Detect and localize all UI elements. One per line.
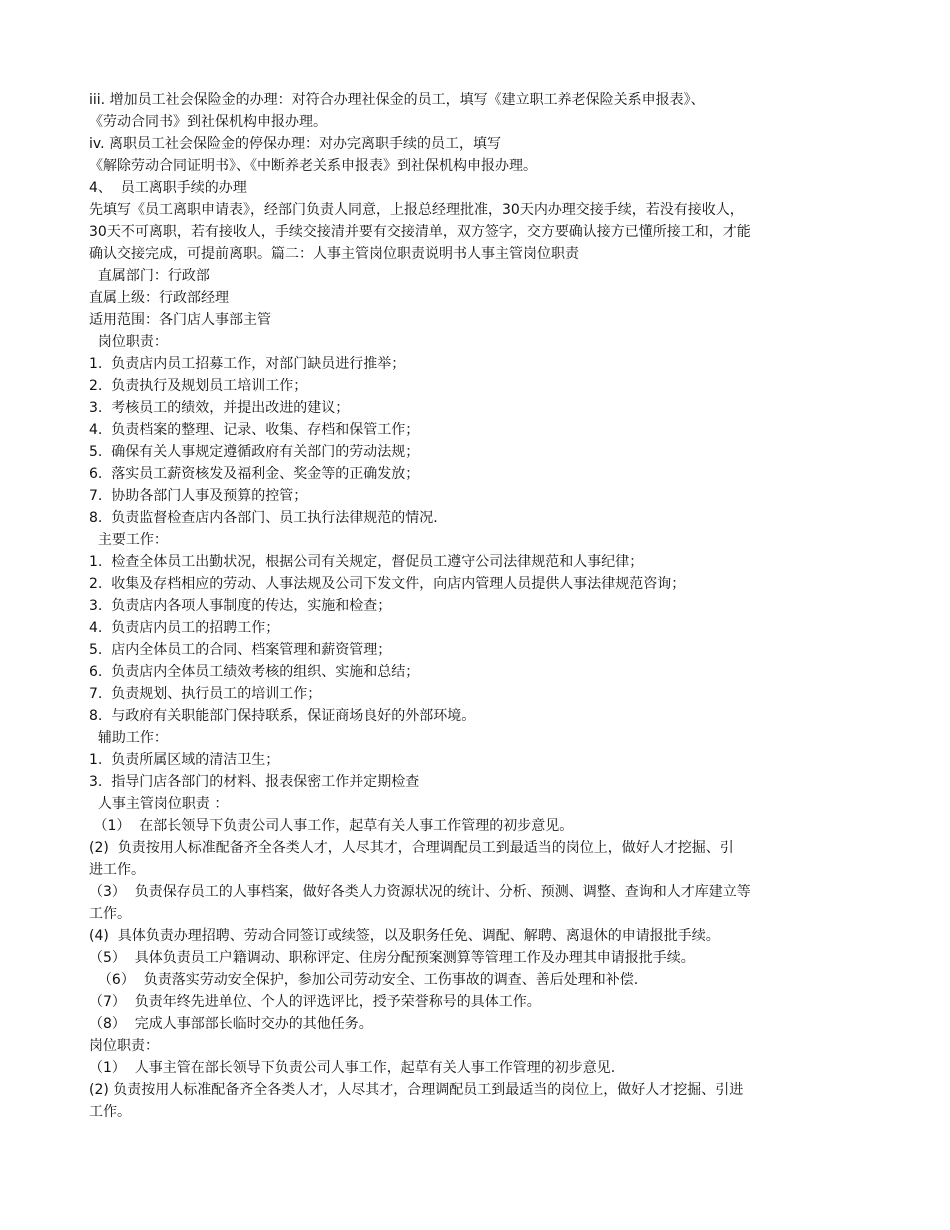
text-line: 《劳动合同书》到社保机构申报办理。 — [89, 114, 327, 130]
text-line: 4、 员工离职手续的办理 — [89, 180, 247, 196]
text-line: 6. 落实员工薪资核发及福利金、奖金等的正确发放； — [89, 466, 420, 482]
text-line: (2) 负责按用人标准配备齐全各类人才，人尽其才，合理调配员工到最适当的岗位上，做好人才挖掘、引 — [89, 840, 734, 856]
text-line: 2. 负责执行及规划员工培训工作； — [89, 378, 308, 394]
text-line: 3. 考核员工的绩效，并提出改进的建议； — [89, 400, 350, 416]
text-line: 3. 负责店内各项人事制度的传达，实施和检查； — [89, 598, 392, 614]
text-line: 先填写《员工离职申请表》，经部门负责人同意，上报总经理批准，30天内办理交接手续，若没有接收人， — [89, 202, 744, 218]
text-line: iii. 增加员工社会保险金的办理：对符合办理社保金的员工，填写《建立职工养老保险关系申报表》、 — [89, 92, 705, 108]
text-line: 直属部门：行政部 — [89, 268, 210, 284]
text-line: （6） 负责落实劳动安全保护，参加公司劳动安全、工伤事故的调查、善后处理和补偿. — [89, 972, 639, 988]
text-line: 7. 协助各部门人事及预算的控管； — [89, 488, 308, 504]
text-line: 8. 负责监督检查店内各部门、员工执行法律规范的情况. — [89, 510, 438, 526]
text-line: （8） 完成人事部部长临时交办的其他任务。 — [89, 1016, 373, 1032]
text-line: 5. 店内全体员工的合同、档案管理和薪资管理； — [89, 642, 392, 658]
text-line: 岗位职责： — [89, 1038, 159, 1054]
text-line: 7. 负责规划、执行员工的培训工作； — [89, 686, 322, 702]
text-line: 确认交接完成，可提前离职。篇二：人事主管岗位职责说明书人事主管岗位职责 — [89, 246, 579, 262]
text-line: 3. 指导门店各部门的材料、报表保密工作并定期检查 — [89, 774, 420, 790]
text-line: 30天不可离职，若有接收人，手续交接清并要有交接清单，双方签字，交方要确认接方已懂所接工和，才能 — [89, 224, 751, 240]
text-line: 直属上级：行政部经理 — [89, 290, 229, 306]
text-line: 5. 确保有关人事规定遵循政府有关部门的劳动法规； — [89, 444, 420, 460]
text-line: 4. 负责档案的整理、记录、收集、存档和保管工作； — [89, 422, 420, 438]
text-line: 1. 负责店内员工招募工作，对部门缺员进行推举； — [89, 356, 406, 372]
text-line: 8. 与政府有关职能部门保持联系，保证商场良好的外部环境。 — [89, 708, 476, 724]
text-line: 2. 收集及存档相应的劳动、人事法规及公司下发文件，向店内管理人员提供人事法律规范咨询； — [89, 576, 686, 592]
text-line: （7） 负责年终先进单位、个人的评选评比，授予荣誉称号的具体工作。 — [89, 994, 541, 1010]
text-line: （5） 具体负责员工户籍调动、职称评定、住房分配预案测算等管理工作及办理其申请报批手续。 — [89, 950, 695, 966]
text-line: （1） 在部长领导下负责公司人事工作，起草有关人事工作管理的初步意见。 — [89, 818, 574, 834]
text-line: 人事主管岗位职责 ： — [89, 796, 229, 812]
text-line: 1. 负责所属区域的清洁卫生； — [89, 752, 280, 768]
text-line: iv. 离职员工社会保险金的停保办理：对办完离职手续的员工，填写 — [89, 136, 501, 152]
text-line: 6. 负责店内全体员工绩效考核的组织、实施和总结； — [89, 664, 420, 680]
text-line: 适用范围：各门店人事部主管 — [89, 312, 271, 328]
text-line: (4) 具体负责办理招聘、劳动合同签订或续签，以及职务任免、调配、解聘、离退休的申请报批手续。 — [89, 928, 720, 944]
text-line: 岗位职责： — [89, 334, 168, 350]
text-line: 1. 检查全体员工出勤状况，根据公司有关规定，督促员工遵守公司法律规范和人事纪律； — [89, 554, 644, 570]
text-line: 工作。 — [89, 906, 131, 922]
document-body — [89, 89, 890, 1123]
text-line: 《解除劳动合同证明书》、《中断养老关系申报表》到社保机构申报办理。 — [89, 158, 537, 174]
text-line: (2) 负责按用人标准配备齐全各类人才，人尽其才，合理调配员工到最适当的岗位上，做好人才挖掘、引进 — [89, 1082, 744, 1098]
text-line: 主要工作： — [89, 532, 168, 548]
text-line: （1） 人事主管在部长领导下负责公司人事工作，起草有关人事工作管理的初步意见. — [89, 1060, 616, 1076]
text-line: 进工作。 — [89, 862, 145, 878]
text-line: （3） 负责保存员工的人事档案，做好各类人力资源状况的统计、分析、预测、调整、查询和人才库建立等 — [89, 884, 751, 900]
text-line: 4. 负责店内员工的招聘工作； — [89, 620, 280, 636]
text-line: 工作。 — [89, 1104, 131, 1120]
text-line: 辅助工作： — [89, 730, 168, 746]
